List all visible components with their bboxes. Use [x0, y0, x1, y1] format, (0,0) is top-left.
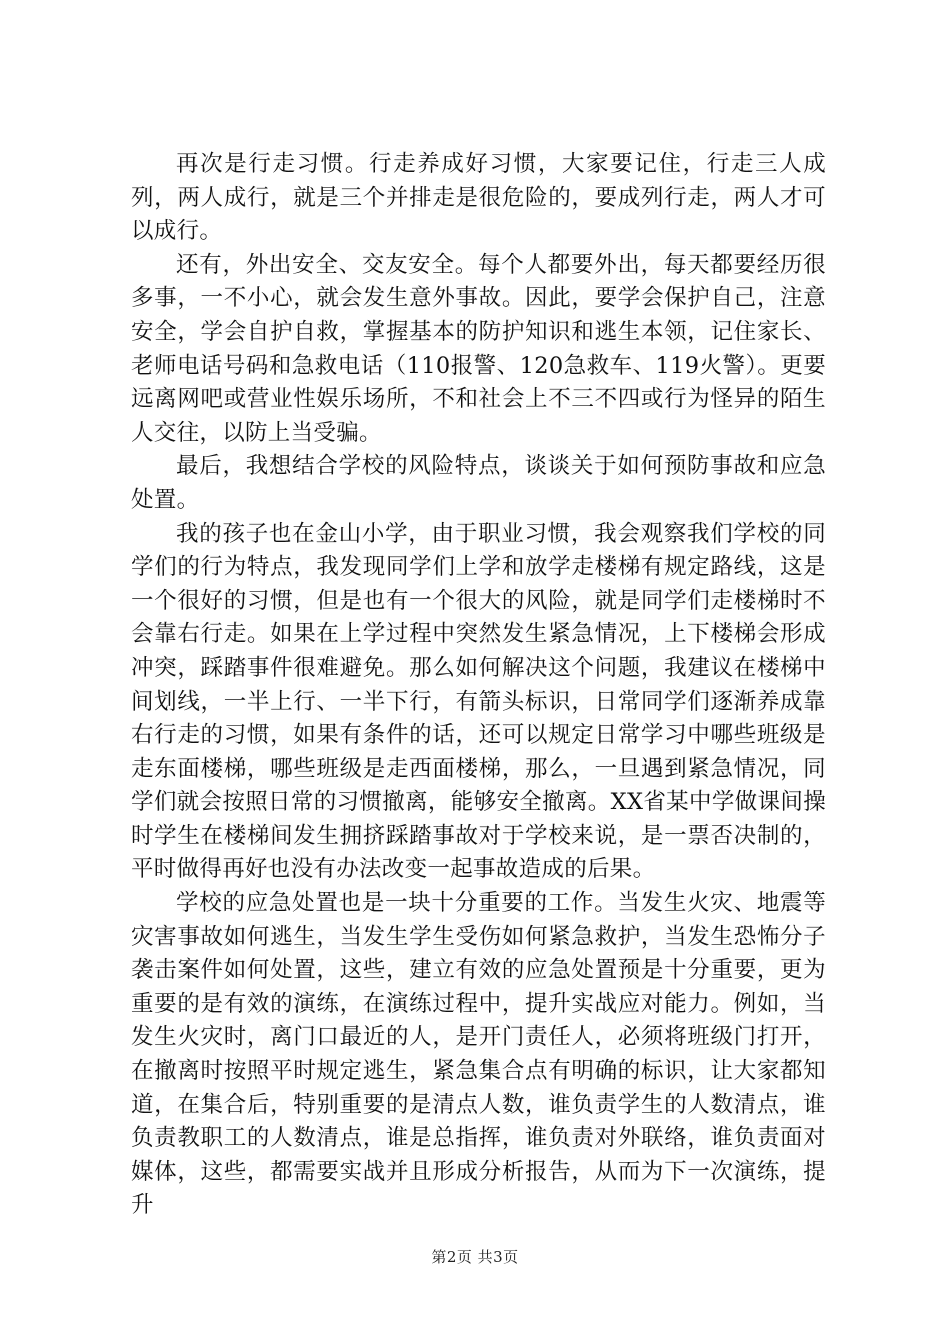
- paragraph-stairway-risk: 我的孩子也在金山小学，由于职业习惯，我会观察我们学校的同学们的行为特点，我发现同学们上学和放学走楼梯有规定路线，这是一个很好的习惯，但是也有一个很大的风险，就是同学们走楼梯时不会靠右行走。如果在上学过程中突然发生紧急情况，上下楼梯会形成冲突，踩踏事件很难避免。那么如何解决这个问题，我建议在楼梯中间划线，一半上行、一半下行，有箭头标识，日常同学们逐渐养成靠右行走的习惯，如果有条件的话，还可以规定日常学习中哪些班级是走东面楼梯，哪些班级是走西面楼梯，那么，一旦遇到紧急情况，同学们就会按照日常的习惯撤离，能够安全撤离。XX省某中学做课间操时学生在楼梯间发生拥挤踩踏事故对于学校来说，是一票否决制的，平时做得再好也没有办法改变一起事故造成的后果。: [131, 520, 826, 883]
- paragraph-emergency-response: 学校的应急处置也是一块十分重要的工作。当发生火灾、地震等灾害事故如何逃生，当发生学生受伤如何紧急救护，当发生恐怖分子袭击案件如何处置，这些，建立有效的应急处置预是十分重要，更为重要的是有效的演练，在演练过程中，提升实战应对能力。例如，当发生火灾时，离门口最近的人，是开门责任人，必须将班级门打开，在撤离时按照平时规定逃生，紧急集合点有明确的标识，让大家都知道，在集合后，特别重要的是清点人数，谁负责学生的人数清点，谁负责教职工的人数清点，谁是总指挥，谁负责对外联络，谁负责面对媒体，这些，都需要实战并且形成分析报告，从而为下一次演练，提升: [131, 890, 826, 1219]
- paragraph-outing-safety: 还有，外出安全、交友安全。每个人都要外出，每天都要经历很多事，一不小心，就会发生意外事故。因此，要学会保护自己，注意安全，学会自护自救，掌握基本的防护知识和逃生本领，记住家长、老师电话号码和急救电话（110报警、120急救车、119火警）。更要远离网吧或营业性娱乐场所，不和社会上不三不四或行为怪异的陌生人交往，以防上当受骗。: [131, 251, 826, 446]
- paragraph-walking-habits: 再次是行走习惯。行走养成好习惯，大家要记住，行走三人成列，两人成行，就是三个并排走是很危险的，要成列行走，两人才可以成行。: [131, 151, 826, 245]
- page-number-footer: 第2页 共3页: [431, 1248, 519, 1266]
- paragraph-risk-intro: 最后，我想结合学校的风险特点，谈谈关于如何预防事故和应急处置。: [131, 453, 826, 513]
- document-body: [131, 148, 826, 1223]
